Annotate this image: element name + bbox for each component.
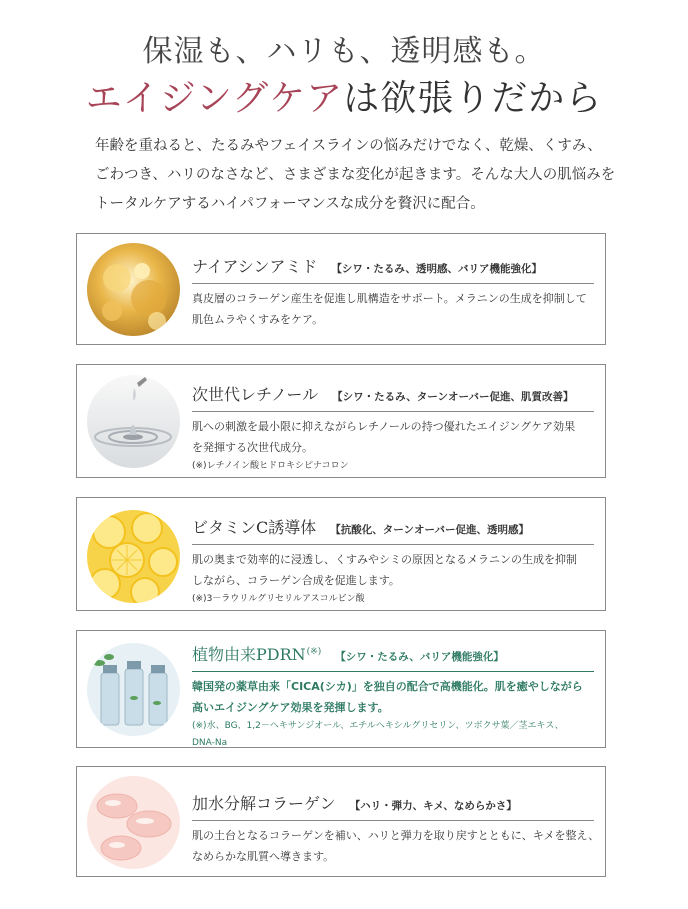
desc-line: 肌色ムラやくすみをケア。 <box>192 313 324 326</box>
headline-rest: は欲張りだから <box>343 78 603 119</box>
ingredient-title-row <box>192 254 594 284</box>
ingredient-tags: 【シワ・たるみ、バリア機能強化】 <box>335 651 504 663</box>
ingredient-name <box>192 642 321 665</box>
ingredient-body <box>192 254 594 330</box>
ingredient-card-vitamin-c <box>76 497 606 611</box>
desc-line: 肌の奥まで効率的に浸透し、くすみやシミの原因となるメラニンの生成を抑制 <box>192 553 577 566</box>
lemon-slices-image <box>87 510 180 603</box>
ingredient-body <box>192 642 594 752</box>
ingredient-title-row <box>192 791 594 821</box>
ingredient-card-pdrn <box>76 630 606 748</box>
ingredient-name: ビタミンC誘導体 <box>192 518 317 537</box>
ampoule-vials-image <box>87 643 180 736</box>
ingredient-tags: 【シワ・たるみ、透明感、バリア機能強化】 <box>331 263 543 275</box>
ingredient-footnote: (※)3－ラウリルグリセリルアスコルビン酸 <box>192 594 365 604</box>
headline-accent: エイジングケア <box>85 78 344 119</box>
intro-paragraph <box>95 132 615 219</box>
intro-line: トータルケアするハイパフォーマンスな成分を贅沢に配合。 <box>95 196 485 212</box>
headline-line1: 保湿も、ハリも、透明感も。 <box>142 34 546 69</box>
ingredient-footnote: (※)レチノイン酸ヒドロキシピナコロン <box>192 461 349 471</box>
ingredient-tags: 【シワ・たるみ、ターンオーバー促進、肌質改善】 <box>332 391 574 403</box>
ingredient-card-retinol <box>76 364 606 478</box>
ingredient-card-niacinamide <box>76 233 606 345</box>
ingredient-title-row <box>192 642 594 672</box>
desc-line: 高いエイジングケア効果を発揮します。 <box>192 701 389 714</box>
desc-line: 韓国発の薬草由来「CICA(シカ)」を独自の配合で高機能化。肌を癒やしながら <box>192 680 583 693</box>
desc-line: 肌への刺激を最小限に抑えながらレチノールの持つ優れたエイジングケア効果 <box>192 420 576 433</box>
ingredient-tags: 【ハリ・弾力、キメ、なめらかさ】 <box>349 800 517 812</box>
ingredient-name: ナイアシンアミド <box>192 257 318 276</box>
ingredient-description <box>192 549 594 591</box>
water-drop-image <box>87 375 180 468</box>
desc-line: 肌の土台となるコラーゲンを補い、ハリと弾力を取り戻すとともに、キメを整え、 <box>192 829 600 842</box>
ingredient-footnote-cont: DNA-Na <box>192 738 228 748</box>
golden-serum-image <box>87 243 180 336</box>
intro-line: 年齢を重ねると、たるみやフェイスラインの悩みだけでなく、乾燥、くすみ、 <box>95 138 602 154</box>
desc-line: 真皮層のコラーゲン産生を促進し肌構造をサポート。メラニンの生成を抑制して <box>192 292 587 305</box>
ingredient-title-row <box>192 382 594 412</box>
ingredient-name: 次世代レチノール <box>192 385 319 404</box>
intro-line: ごわつき、ハリのなさなど、さまざまな変化が起きます。そんな大人の肌悩みを <box>95 167 616 183</box>
headline-line2 <box>0 70 688 121</box>
ingredient-footnote: (※)水、BG、1,2－ヘキサンジオール、エチルヘキシルグリセリン、ツボクサ葉／茎エキス、 <box>192 721 564 731</box>
ingredient-description <box>192 825 600 867</box>
pink-gel-image <box>87 776 180 869</box>
ingredient-body <box>192 791 600 867</box>
ingredient-description <box>192 676 594 718</box>
ingredient-body <box>192 515 594 608</box>
ingredient-tags: 【抗酸化、ターンオーバー促進、透明感】 <box>330 524 530 536</box>
ingredient-card-collagen <box>76 766 606 877</box>
ingredient-body <box>192 382 594 475</box>
desc-line: しながら、コラーゲン合成を促進します。 <box>192 574 400 587</box>
ingredient-name-text: 植物由来PDRN <box>192 645 306 664</box>
ingredient-name-sup: (※) <box>306 646 322 657</box>
desc-line: を発揮する次世代成分。 <box>192 441 313 454</box>
ingredient-description <box>192 288 594 330</box>
ingredient-name: 加水分解コラーゲン <box>192 794 336 813</box>
desc-line: なめらかな肌質へ導きます。 <box>192 850 335 863</box>
ingredient-title-row <box>192 515 594 545</box>
ingredient-description <box>192 416 594 458</box>
